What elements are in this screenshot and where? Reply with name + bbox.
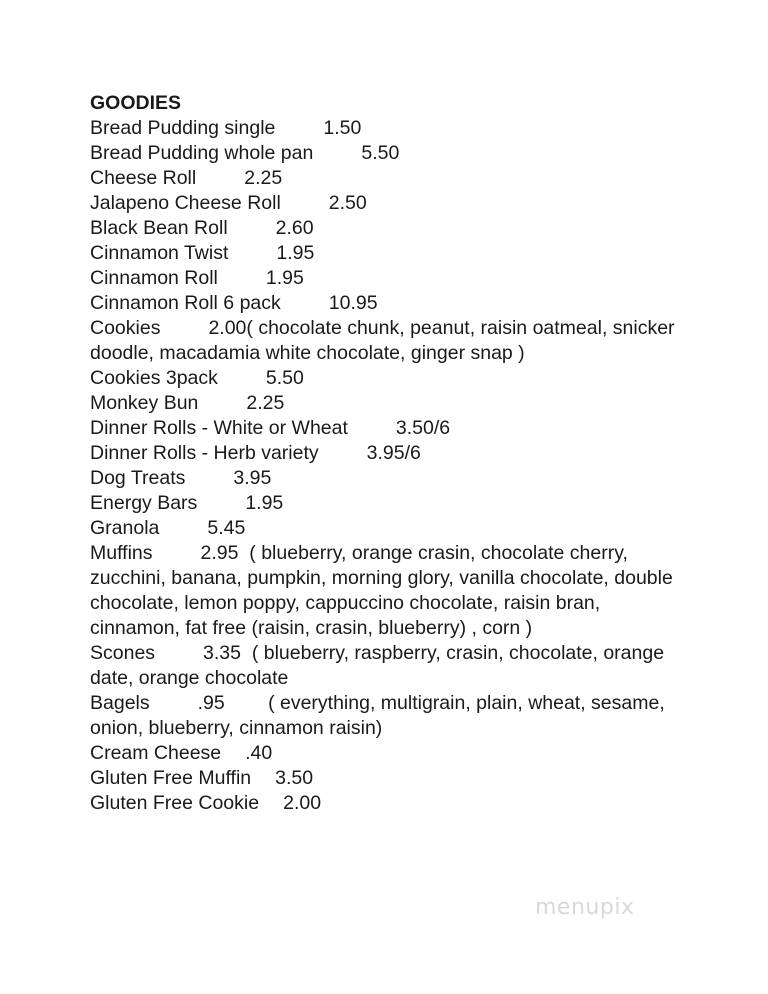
item-name: Scones — [90, 642, 156, 664]
item-name: Cinnamon Twist — [90, 242, 229, 264]
item-price: 1.50 — [323, 117, 362, 139]
item-name: Gluten Free Muffin — [90, 767, 252, 789]
item-name: Cookies — [90, 317, 161, 339]
menu-item — [90, 266, 690, 291]
menu-item — [90, 441, 690, 466]
item-price: 5.50 — [265, 367, 304, 389]
menu-item — [90, 741, 690, 766]
item-price: 2.25 — [244, 167, 283, 189]
item-price: 3.95 — [233, 467, 272, 489]
menu-item — [90, 241, 690, 266]
section-heading: GOODIES — [90, 92, 182, 114]
menu-item — [90, 216, 690, 241]
item-price: 2.25 — [246, 392, 285, 414]
menu-item — [90, 291, 690, 316]
item-name: Energy Bars — [90, 492, 198, 514]
item-name: Cinnamon Roll 6 pack — [90, 292, 281, 314]
item-price: 3.95/6 — [366, 442, 421, 464]
item-name: Jalapeno Cheese Roll — [90, 192, 281, 214]
menu-item — [90, 316, 690, 366]
item-price: 3.50/6 — [395, 417, 451, 439]
menu-item — [90, 791, 690, 816]
item-name: Granola — [90, 517, 160, 539]
item-price: 2.00 — [283, 792, 322, 814]
item-price: .40 — [245, 742, 273, 764]
menu-item — [90, 191, 690, 216]
item-name: Cookies 3pack — [90, 367, 218, 389]
menu-item — [90, 366, 690, 391]
item-name: Bagels — [90, 692, 150, 714]
menu-item — [90, 766, 690, 791]
item-price: 1.95 — [245, 492, 284, 514]
item-name: Dog Treats — [90, 467, 186, 489]
item-name: Cream Cheese — [90, 742, 222, 764]
item-name: Bread Pudding whole pan — [90, 142, 314, 164]
watermark-logo: menupix — [535, 895, 635, 920]
item-price: .95 ( everything, multigrain, plain, wheat, sesame, onion, blueberry, cinnamon raisin) — [90, 692, 671, 739]
item-name: Dinner Rolls - White or Wheat — [90, 417, 348, 439]
item-name: Gluten Free Cookie — [90, 792, 260, 814]
menu-item — [90, 141, 690, 166]
item-price: 5.45 — [207, 517, 246, 539]
item-price: 2.00( chocolate chunk, peanut, raisin oatmeal, snicker doodle, macadamia white chocolate, ginger snap ) — [90, 317, 680, 364]
menu-item — [90, 116, 690, 141]
menu-item — [90, 516, 690, 541]
item-name: Monkey Bun — [90, 392, 199, 414]
item-name: Cinnamon Roll — [90, 267, 218, 289]
item-name: Muffins — [90, 542, 153, 564]
menu-item — [90, 691, 690, 741]
menu-item — [90, 466, 690, 491]
item-name: Bread Pudding single — [90, 117, 276, 139]
menu-item — [90, 491, 690, 516]
item-name: Dinner Rolls - Herb variety — [90, 442, 319, 464]
item-price: 2.50 — [328, 192, 367, 214]
item-price: 3.50 — [275, 767, 314, 789]
item-name: Cheese Roll — [90, 167, 197, 189]
item-price: 1.95 — [265, 267, 304, 289]
item-price: 2.60 — [275, 217, 314, 239]
item-price: 3.35 ( blueberry, raspberry, crasin, chocolate, orange date, orange chocolate — [90, 642, 670, 689]
item-price: 2.95 ( blueberry, orange crasin, chocolate cherry, zucchini, banana, pumpkin, morning glory, vanilla chocolate, double chocolate, lemon poppy, cappuccino chocolate, raisin bran, cinnamon, fat free (raisin, crasin, blueberry) , corn ) — [90, 542, 679, 639]
menu-item — [90, 641, 690, 691]
item-price: 1.95 — [276, 242, 315, 264]
item-price: 10.95 — [328, 292, 378, 314]
menu-item — [90, 391, 690, 416]
menu-section — [90, 91, 690, 816]
item-name: Black Bean Roll — [90, 217, 228, 239]
menu-item — [90, 541, 690, 641]
item-price: 5.50 — [361, 142, 400, 164]
item-list — [90, 116, 690, 816]
menu-item — [90, 416, 690, 441]
menu-item — [90, 166, 690, 191]
